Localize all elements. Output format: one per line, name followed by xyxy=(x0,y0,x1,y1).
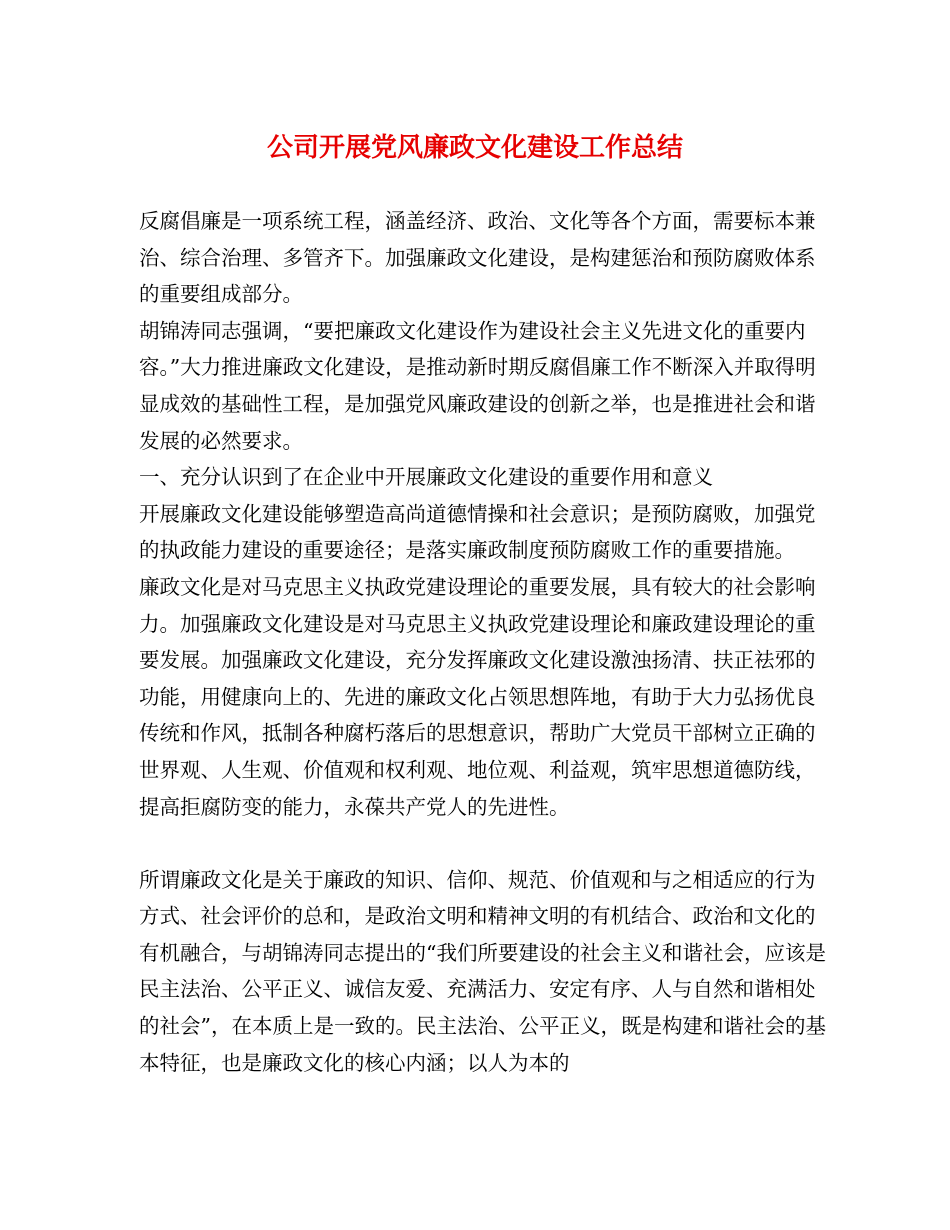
document-body xyxy=(139,203,829,1081)
paragraph: 开展廉政文化建设能够塑造高尚道德情操和社会意识；是预防腐败，加强党的执政能力建设的重要途径；是落实廉政制度预防腐败工作的重要措施。 xyxy=(139,501,816,563)
paragraph: 胡锦涛同志强调，“要把廉政文化建设作为建设社会主义先进文化的重要内容。”大力推进廉政文化建设，是推动新时期反腐倡廉工作不断深入并取得明显成效的基础性工程，是加强党风廉政建设的创新之举，也是推进社会和谐发展的必然要求。 xyxy=(139,318,816,453)
paragraph: 廉政文化是对马克思主义执政党建设理论的重要发展，具有较大的社会影响力。加强廉政文化建设是对马克思主义执政党建设理论和廉政建设理论的重要发展。加强廉政文化建设，充分发挥廉政文化建设激浊扬清、扶正祛邪的功能，用健康向上的、先进的廉政文化占领思想阵地，有助于大力弘扬优良传统和作风，抵制各种腐朽落后的思想意识，帮助广大党员干部树立正确的世界观、人生观、价值观和权利观、地位观、利益观，筑牢思想道德防线，提高拒腐防变的能力，永葆共产党人的先进性。 xyxy=(139,574,816,819)
paragraph: 所谓廉政文化是关于廉政的知识、信仰、规范、价值观和与之相适应的行为方式、社会评价的总和，是政治文明和精神文明的有机结合、政治和文化的有机融合，与胡锦涛同志提出的“我们所要建设的社会主义和谐社会，应该是民主法治、公平正义、诚信友爱、充满活力、安定有序、人与自然和谐相处的社会”，在本质上是一致的。民主法治、公平正义，既是构建和谐社会的基本特征，也是廉政文化的核心内涵；以人为本的 xyxy=(139,867,826,1075)
paragraph: 反腐倡廉是一项系统工程，涵盖经济、政治、文化等各个方面，需要标本兼治、综合治理、多管齐下。加强廉政文化建设，是构建惩治和预防腐败体系的重要组成部分。 xyxy=(139,209,816,307)
document-title: 公司开展党风廉政文化建设工作总结 xyxy=(266,133,683,163)
section-heading: 一、充分认识到了在企业中开展廉政文化建设的重要作用和意义 xyxy=(139,465,713,490)
